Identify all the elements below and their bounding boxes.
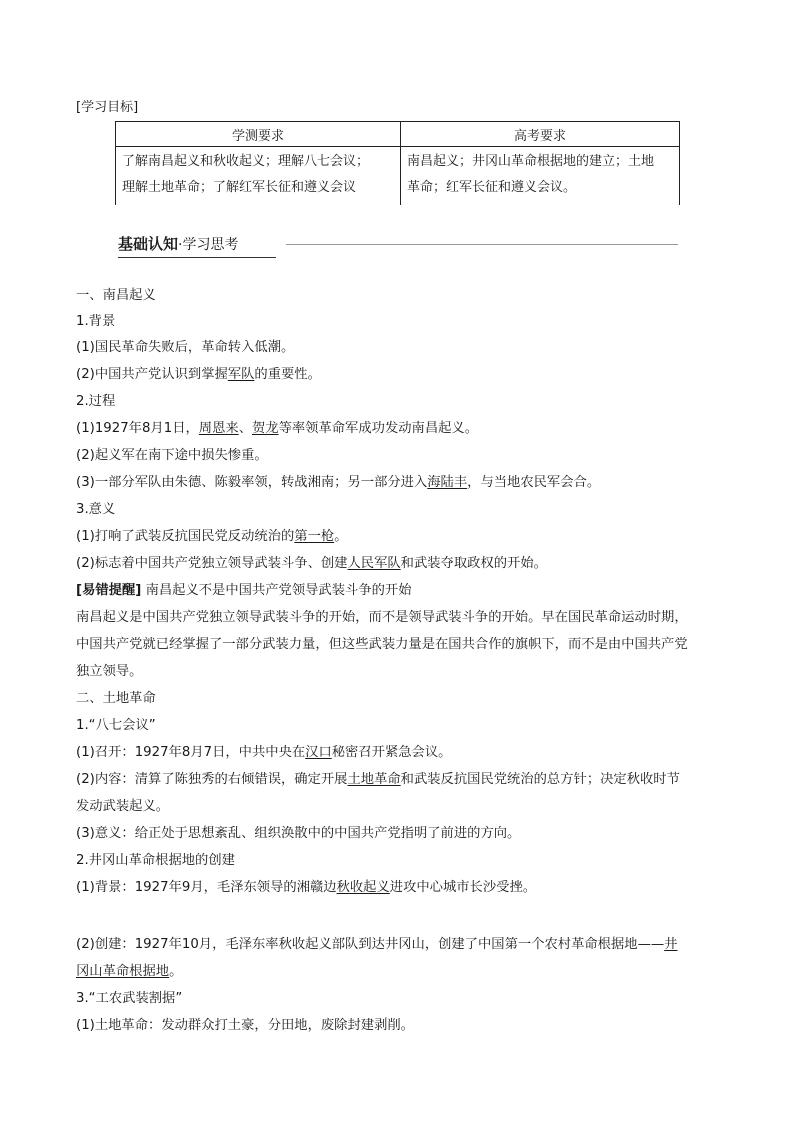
paragraph-line: (1)国民革命失败后，革命转入低潮。: [76, 340, 295, 355]
section-title-bold: 基础认知: [118, 235, 179, 253]
paragraph-line: (2)中国共产党认识到掌握军队的重要性。: [76, 367, 321, 382]
underlined-term: 冈山革命根据地: [76, 964, 170, 979]
subheading-august-meeting: 1.“八七会议”: [76, 718, 156, 733]
cell-line: 理解土地革命；了解红军长征和遵义会议: [122, 180, 357, 195]
header-exam-requirement: 高考要求: [401, 122, 680, 147]
subheading-process: 2.过程: [76, 394, 116, 409]
heading-nanchang-uprising: 一、南昌起义: [76, 288, 156, 303]
underlined-term: 土地革命: [347, 772, 401, 787]
paragraph-line: 发动武装起义。: [76, 799, 170, 814]
underlined-term: 井: [664, 937, 678, 952]
paragraph-line: (1)打响了武装反抗国民党反动统治的第一枪。: [76, 529, 348, 544]
exam-requirement-cell: [401, 147, 680, 206]
subheading-background: 1.背景: [76, 314, 116, 329]
paragraph-line: 南昌起义是中国共产党独立领导武装斗争的开始，而不是领导武装斗争的开始。早在国民革命运动时期，: [76, 610, 688, 625]
underlined-term: 人民军队: [347, 556, 401, 571]
heading-land-revolution: 二、土地革命: [76, 691, 156, 706]
underlined-term: 贺龙: [251, 421, 279, 436]
subheading-jinggangshan: 2.井冈山革命根据地的创建: [76, 853, 235, 868]
heading-underline: [118, 257, 276, 258]
reminder-label: [易错提醒]: [76, 583, 142, 598]
paragraph-line: (2)内容：清算了陈独秀的右倾错误，确定开展土地革命和武装反抗国民党统治的总方针；决定秋收时节: [76, 772, 680, 787]
paragraph-line: 中国共产党就已经掌握了一部分武装力量，但这些武装力量是在国共合作的旗帜下，而不是由中国共产党: [76, 637, 688, 652]
cell-line: 南昌起义；井冈山革命根据地的建立；土地: [407, 154, 655, 169]
subheading-significance: 3.意义: [76, 502, 116, 517]
underlined-term: 军队: [227, 367, 255, 382]
table-header-row: [116, 122, 680, 147]
paragraph-line: (1)背景：1927年9月，毛泽东领导的湘赣边秋收起义进攻中心城市长沙受挫。: [76, 880, 537, 895]
paragraph-line: (2)标志着中国共产党独立领导武装斗争、创建人民军队和武装夺取政权的开始。: [76, 556, 547, 571]
paragraph-line: (3)一部分军队由朱德、陈毅率领，转战湘南；另一部分进入海陆丰，与当地农民军会合。: [76, 475, 601, 490]
paragraph-line: 冈山革命根据地。: [76, 964, 183, 979]
cell-line: 革命；红军长征和遵义会议。: [407, 180, 577, 195]
underlined-term: 海陆丰: [427, 475, 468, 490]
paragraph-line: (2)起义军在南下途中损失惨重。: [76, 448, 268, 463]
header-test-requirement: 学测要求: [116, 122, 401, 147]
subheading-armed-separatism: 3.“工农武装割据”: [76, 991, 183, 1006]
test-requirement-cell: [116, 147, 401, 206]
error-reminder: [易错提醒] 南昌起义不是中国共产党领导武装斗争的开始: [76, 583, 412, 598]
underlined-term: 周恩来: [198, 421, 239, 436]
learning-goals-table: [115, 121, 680, 205]
section-heading: [118, 233, 678, 257]
table-row: [116, 147, 680, 206]
cell-line: 了解南昌起义和秋收起义；理解八七会议；: [122, 154, 370, 169]
paragraph-line: (1)1927年8月1日，周恩来、贺龙等率领革命军成功发动南昌起义。: [76, 421, 479, 436]
section-title-rest: ·学习思考: [178, 237, 239, 253]
underlined-term: 第一枪: [294, 529, 335, 544]
learning-goals-label: [学习目标]: [76, 100, 139, 115]
paragraph-line: 独立领导。: [76, 664, 143, 679]
paragraph-line: (1)召开：1927年8月7日，中共中央在汉口秘密召开紧急会议。: [76, 745, 452, 760]
underlined-term: 汉口: [305, 745, 332, 760]
paragraph-line: (2)创建：1927年10月，毛泽东率秋收起义部队到达井冈山，创建了中国第一个农村革命根据地——井: [76, 937, 678, 952]
paragraph-line: (1)土地革命：发动群众打土豪，分田地，废除封建剥削。: [76, 1018, 414, 1033]
paragraph-line: (3)意义：给正处于思想紊乱、组织涣散中的中国共产党指明了前进的方向。: [76, 826, 521, 841]
heading-rule: [286, 244, 678, 245]
underlined-term: 秋收起义: [336, 880, 390, 895]
